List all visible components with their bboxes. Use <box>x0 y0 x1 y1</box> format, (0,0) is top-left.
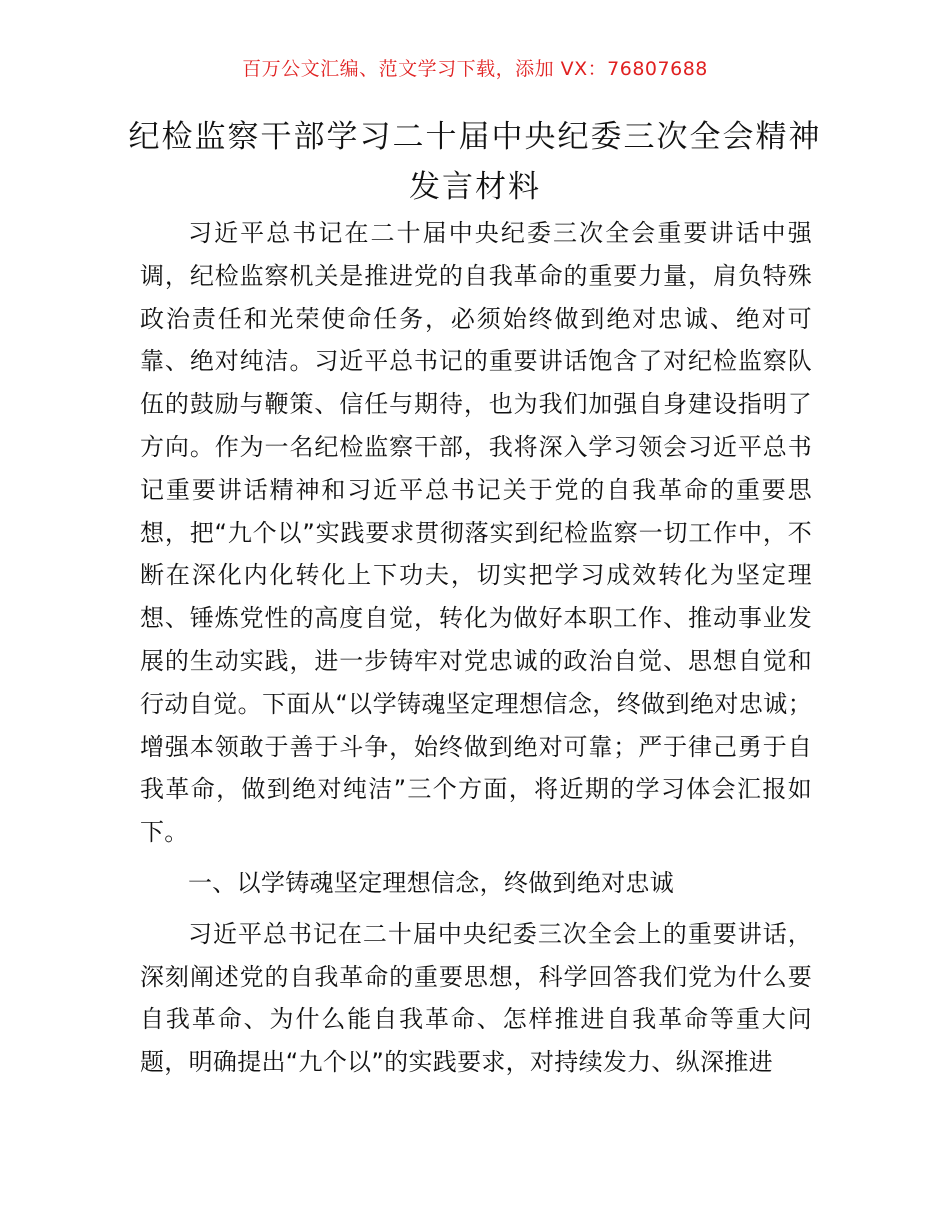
document-title: 纪检监察干部学习二十届中央纪委三次全会精神发言材料 <box>128 119 822 205</box>
download-notice: 百万公文汇编、范文学习下载，添加 VX：76807688 <box>242 58 708 80</box>
intro-paragraph: 习近平总书记在二十届中央纪委三次全会重要讲话中强调，纪检监察机关是推进党的自我革命的重要力量，肩负特殊政治责任和光荣使命任务，必须始终做到绝对忠诚、绝对可靠、绝对纯洁。习近平总书记的重要讲话饱含了对纪检监察队伍的鼓励与鞭策、信任与期待，也为我们加强自身建设指明了方向。作为一名纪检监察干部，我将深入学习领会习近平总书记重要讲话精神和习近平总书记关于党的自我革命的重要思想，把“九个以”实践要求贯彻落实到纪检监察一切工作中，不断在深化内化转化上下功夫，切实把学习成效转化为坚定理想、锤炼党性的高度自觉，转化为做好本职工作、推动事业发展的生动实践，进一步铸牢对党忠诚的政治自觉、思想自觉和行动自觉。下面从“以学铸魂坚定理想信念，终做到绝对忠诚；增强本领敢于善于斗争，始终做到绝对可靠；严于律己勇于自我革命，做到绝对纯洁”三个方面，将近期的学习体会汇报如下。 <box>140 219 812 847</box>
document-body <box>140 212 812 1084</box>
section-heading: 一、以学铸魂坚定理想信念，终做到绝对忠诚 <box>188 868 674 897</box>
section-paragraph: 习近平总书记在二十届中央纪委三次全会上的重要讲话，深刻阐述党的自我革命的重要思想，科学回答我们党为什么要自我革命、为什么能自我革命、怎样推进自我革命等重大问题，明确提出“九个以”的实践要求，对持续发力、纵深推进 <box>140 919 812 1077</box>
